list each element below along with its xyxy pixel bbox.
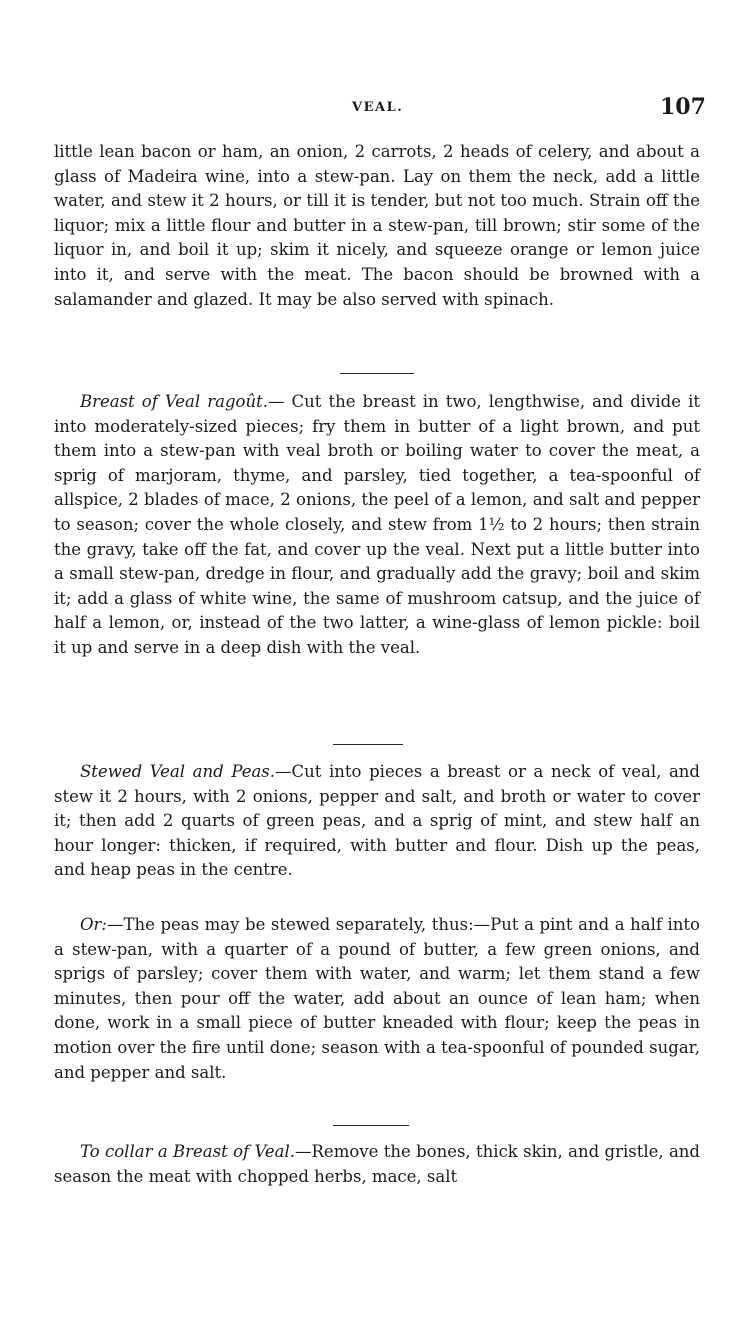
- recipe-body: — Cut the breast in two, lengthwise, and divide it into moderately-sized pieces; fry them in butter of a light brown, and put them into a stew-pan with veal broth or boiling water to cover the meat, a sprig of marjoram, thyme, and parsley, tied together, a tea-spoonful of allspice, 2 blades of mace, 2 onions, the peel of a lemon, and salt and pepper to season; cover the whole closely, and stew from 1½ to 2 hours; then strain the gravy, take off the fat, and cover up the veal. Next put a little butter into a small stew-pan, dredge in flour, and gradually add the gravy; boil and skim it; add a glass of white wine, the same of mushroom catsup, and the juice of half a lemon, or, instead of the two latter, a wine-glass of lemon pickle: boil it up and serve in a deep dish with the veal.: [54, 392, 700, 657]
- section-divider: [333, 744, 403, 745]
- recipe-title: Stewed Veal and Peas.: [80, 762, 276, 781]
- recipe-title: Or:: [80, 915, 107, 934]
- running-head: [0, 94, 750, 128]
- recipe-title: To collar a Breast of Veal.: [80, 1142, 295, 1161]
- recipe-body: —Cut into pieces a breast or a neck of veal, and stew it 2 hours, with 2 onions, pepper and salt, and broth or water to cover it; then add 2 quarts of green peas, and a sprig of mint, and stew half an hour longer: thicken, if required, with butter and flour. Dish up the peas, and heap peas in the centre.: [54, 762, 700, 880]
- recipe-stewed-veal-and-peas: [54, 760, 700, 883]
- continued-text: little lean bacon or ham, an onion, 2 carrots, 2 heads of celery, and about a glass of Madeira wine, into a stew-pan. Lay on them the neck, add a little water, and stew it 2 hours, or till it is tender, but not too much. Strain off the liquor; mix a little flour and butter in a stew-pan, till brown; stir some of the liquor in, and boil it up; skim it nicely, and squeeze orange or lemon juice into it, and serve with the meat. The bacon should be browned with a salamander and glazed. It may be also served with spinach.: [54, 142, 700, 309]
- recipe-breast-of-veal-ragout: [54, 390, 700, 661]
- section-divider: [340, 373, 414, 374]
- page-number: 107: [660, 94, 706, 120]
- recipe-body: —The peas may be stewed separately, thus:—Put a pint and a half into a stew-pan, with a quarter of a pound of butter, a few green onions, and sprigs of parsley; cover them with water, and warm; let them stand a few minutes, then pour off the water, add about an ounce of lean ham; when done, work in a small piece of butter kneaded with flour; keep the peas in motion over the fire until done; season with a tea-spoonful of pounded sugar, and pepper and salt.: [54, 915, 700, 1082]
- recipe-body: —Remove the bones, thick skin, and gristle, and season the meat with chopped herbs, mace, salt: [54, 1142, 700, 1186]
- recipe-collar-breast-of-veal: [54, 1140, 700, 1189]
- section-divider: [333, 1125, 409, 1126]
- continued-paragraph: [54, 140, 700, 312]
- recipe-variation-or: [54, 913, 700, 1085]
- recipe-title: Breast of Veal ragoût.: [80, 392, 268, 411]
- running-title: VEAL.: [352, 100, 404, 115]
